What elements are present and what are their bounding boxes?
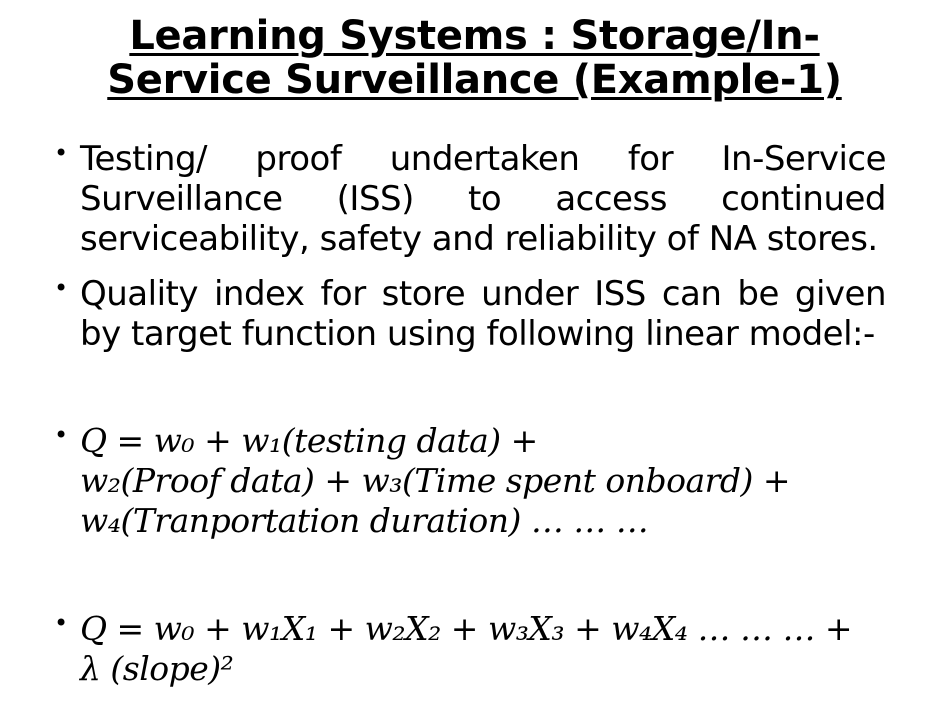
bullet-quality-index [54, 274, 886, 354]
equation-2-line-1: Q = w₀ + w₁X₁ + w₂X₂ + w₃X₃ + w₄X₄ … … … + [80, 609, 853, 648]
equation-named-terms [54, 421, 886, 541]
slide-title [0, 14, 949, 102]
bullet-marker: • [54, 421, 69, 449]
bullet-marker: • [54, 609, 69, 637]
bullet-iss-testing [54, 139, 886, 259]
title-line-1: Learning Systems : Storage/In- [129, 13, 820, 59]
bullet-marker: • [54, 139, 69, 167]
bullet-text: Testing/ proof undertaken for In-Service Surveillance (ISS) to access continued serviceability, safety and reliability of NA stores. [80, 139, 886, 259]
equation-1-line-1: Q = w₀ + w₁(testing data) + [80, 421, 538, 460]
equation-1-line-3: w₄(Tranportation duration) … … … [80, 501, 649, 540]
title-line-2: Service Surveillance (Example-1) [107, 57, 842, 103]
bullet-marker: • [54, 274, 69, 302]
bullet-text: Quality index for store under ISS can be given by target function using following linear model:- [80, 274, 886, 354]
equation-1-line-2: w₂(Proof data) + w₃(Time spent onboard) + [80, 461, 791, 500]
equation-variables [54, 609, 886, 689]
equation-2-line-2: λ (slope)² [80, 649, 234, 688]
